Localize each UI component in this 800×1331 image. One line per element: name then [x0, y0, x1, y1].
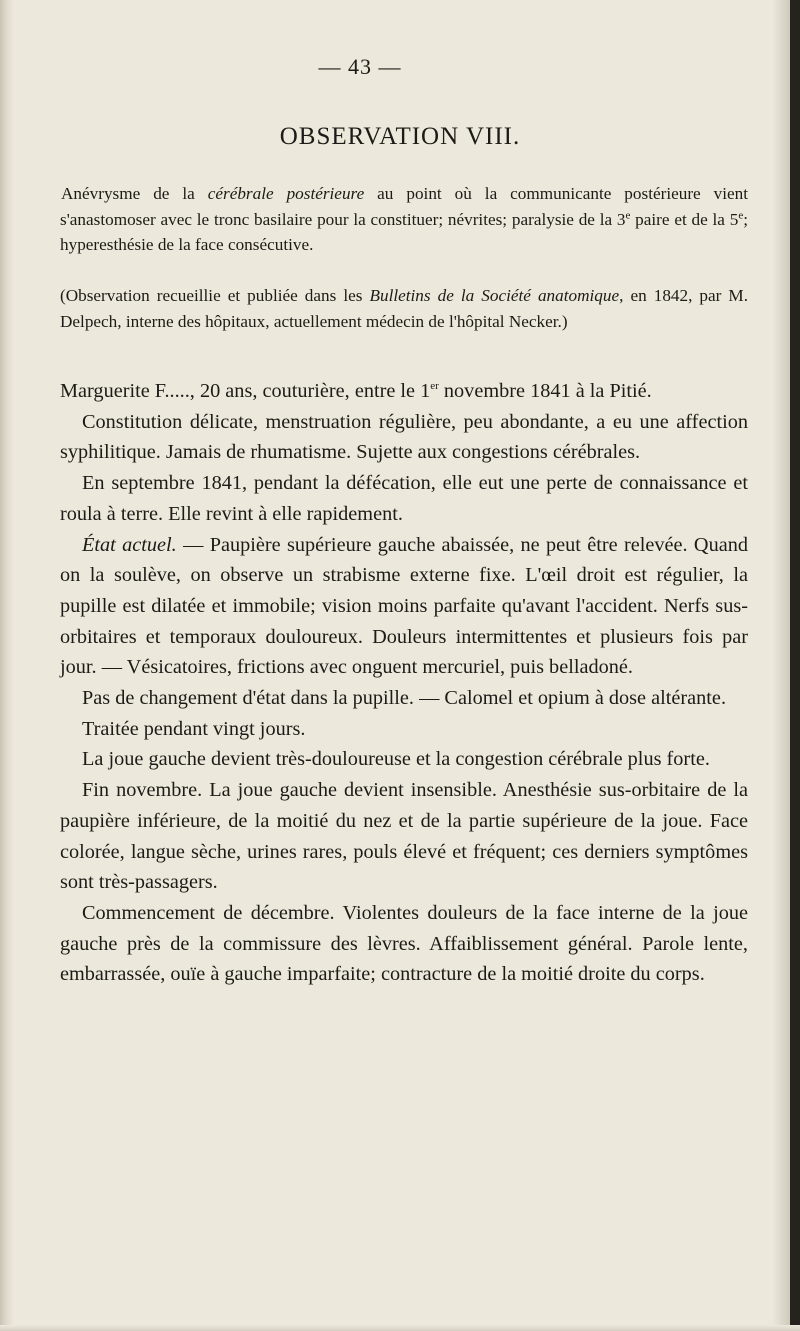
case-body	[60, 376, 748, 990]
page-number: — 43 —	[318, 54, 402, 79]
paragraph-pupil: Pas de changement d'état dans la pupille. — Calomel et opium à dose altérante.	[82, 687, 727, 710]
paragraph-text: — Paupière supérieure gauche abaissée, ne peut être relevée. Quand on la soulève, on observe un strabisme externe fixe. L'œil droit est régulier, la pupille est dilatée et immobile; vision moins parfaite qu'avant l'accident. Nerfs sus-orbitaires et temporaux douloureux. Douleurs intermittentes et plusieurs fois par jour. — Vésicatoires, frictions avec onguent mercuriel, puis belladoné.	[60, 533, 748, 679]
source-note	[60, 283, 748, 334]
paragraph-november: Fin novembre. La joue gauche devient insensible. Anesthésie sus-orbitaire de la paupière inférieure, de la moitié du nez et de la partie supérieure de la joue. Face colorée, langue sèche, urines rares, pouls élevé et fréquent; ces derniers symptômes sont très-passagers.	[60, 779, 748, 894]
source-text: (Observation recueillie et publiée dans les	[60, 286, 370, 305]
summary-text: au point où la communicante postérieure vient s'anastomoser avec le tronc basilaire pour la constituer; névrites; paralysie de la 3	[60, 184, 748, 229]
source-text: , en 1842, par M. Delpech, interne des hôpitaux, actuellement médecin de l'hôpital Necker.)	[60, 286, 748, 331]
paragraph-december: Commencement de décembre. Violentes douleurs de la face interne de la joue gauche près de la commissure des lèvres. Affaiblissement général. Parole lente, embarrassée, ouïe à gauche imparfaite; contracture de la moitié droite du corps.	[60, 901, 748, 986]
scan-border	[790, 0, 800, 1331]
paragraph-current-state	[60, 530, 748, 684]
paragraph-onset: En septembre 1841, pendant la défécation, elle eut une perte de connaissance et roula à terre. Elle revint à elle rapidement.	[60, 472, 748, 525]
superscript: e	[738, 208, 744, 221]
superscript: e	[625, 208, 631, 221]
superscript: er	[430, 380, 439, 393]
summary-text: Anévrysme de la	[61, 184, 208, 203]
paragraph-treatment: Traitée pendant vingt jours.	[82, 717, 306, 740]
paragraph-cheek: La joue gauche devient très-douloureuse et la congestion cérébrale plus forte.	[82, 748, 710, 771]
summary-text: paire et de la 5	[630, 209, 739, 229]
paragraph-patient	[60, 376, 748, 407]
paragraph-text: Marguerite F....., 20 ans, couturière, entre le 1	[60, 380, 431, 402]
summary-text: ; hyperesthésie de la face consécutive.	[60, 209, 748, 254]
summary-italic-term: cérébrale postérieure	[207, 184, 365, 203]
observation-heading: OBSERVATION VIII.	[279, 123, 521, 150]
paragraph-constitution: Constitution délicate, menstruation régulière, peu abondante, a eu une affection syphilitique. Jamais de rhumatisme. Sujette aux congestions cérébrales.	[60, 410, 748, 464]
paragraph-text: novembre 1841 à la Pitié.	[438, 380, 652, 402]
journal-title: Bulletins de la Société anatomique	[369, 286, 620, 305]
page-bottom-shadow	[0, 1325, 800, 1331]
page-left-margin-shadow	[0, 0, 14, 1331]
section-label: État actuel.	[82, 533, 177, 556]
page-right-margin-shadow	[772, 0, 790, 1331]
case-summary	[60, 181, 748, 258]
